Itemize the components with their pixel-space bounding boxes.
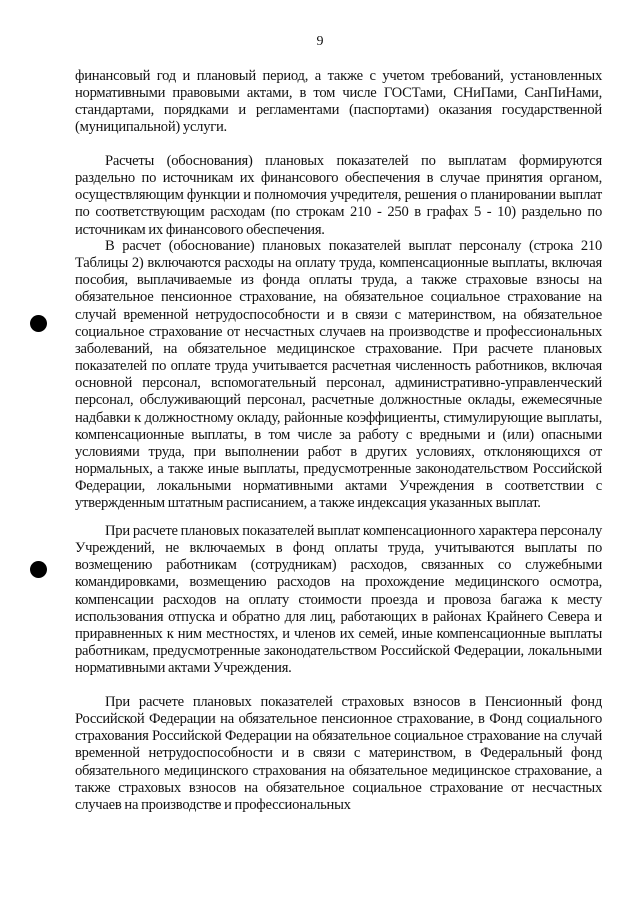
page-number: 9 [316,34,324,49]
binder-hole-top [30,315,47,332]
paragraph-4: При расчете плановых показателей выплат компенсационного характера персоналу Учреждений, не включаемых в фонд оплаты труда, учитываются выплаты по возмещению работникам (сотрудникам) расходов, связанных со служебными командировками, возмещению расходов на прохождение медицинского осмотра, компенсации расходов на оплату стоимости проезда и провоза багажа к месту использования отпуска и обратно для лиц, работающих в районах Крайнего Севера и приравненных к ним местностях, и членов их семей, иные компенсационные выплаты работникам, предусмотренные законодательством Российской Федерации, локальными нормативными актами Учреждения. [75,523,602,677]
paragraph-3: В расчет (обоснование) плановых показателей выплат персоналу (строка 210 Таблицы 2) включаются расходы на оплату труда, компенсационные выплаты, включая пособия, выплачиваемые из фонда оплаты труда, а также страховые взносы на обязательное пенсионное страхование, на обязательное социальное страхование на случай временной нетрудоспособности и в связи с материнством, на обязательное социальное страхование от несчастных случаев на производстве и профессиональных заболеваний, на обязательное медицинское страхование. При расчете плановых показателей по оплате труда учитывается расчетная численность работников, включая основной персонал, вспомогательный персонал, административно-управленческий персонал, обслуживающий персонал, расчетные должностные оклады, ежемесячные надбавки к должностному окладу, районные коэффициенты, стимулирующие выплаты, компенсационные выплаты, в том числе за работу с вредными и (или) опасными условиями труда, при выполнении работ в других условиях, отклоняющихся от нормальных, а также иные выплаты, предусмотренные законодательством Российской Федерации, локальными нормативными актами Учреждения в соответствии с утвержденным штатным расписанием, а также индексация указанных выплат. [75,238,602,512]
paragraph-1: финансовый год и плановый период, а также с учетом требований, установленных нормативными правовыми актами, в том числе ГОСТами, СНиПами, СанПиНами, стандартами, порядками и регламентами (паспортами) оказания государственной (муниципальной) услуги. [75,68,602,136]
paragraph-5: При расчете плановых показателей страховых взносов в Пенсионный фонд Российской Федерации на обязательное пенсионное страхование, в Фонд социального страхования Российской Федерации на обязательное социальное страхование на случай временной нетрудоспособности и в связи с материнством, в Федеральный фонд обязательного медицинского страхования на обязательное медицинское страхование, а также страховых взносов на обязательное социальное страхование от несчастных случаев на производстве и профессиональных [75,694,602,813]
binder-hole-bottom [30,561,47,578]
paragraph-2: Расчеты (обоснования) плановых показателей по выплатам формируются раздельно по источникам их финансового обеспечения в случае принятия органом, осуществляющим функции и полномочия учредителя, решения о планировании выплат по соответствующим расходам (по строкам 210 - 250 в графах 5 - 10) раздельно по источникам их финансового обеспечения. [75,153,602,238]
